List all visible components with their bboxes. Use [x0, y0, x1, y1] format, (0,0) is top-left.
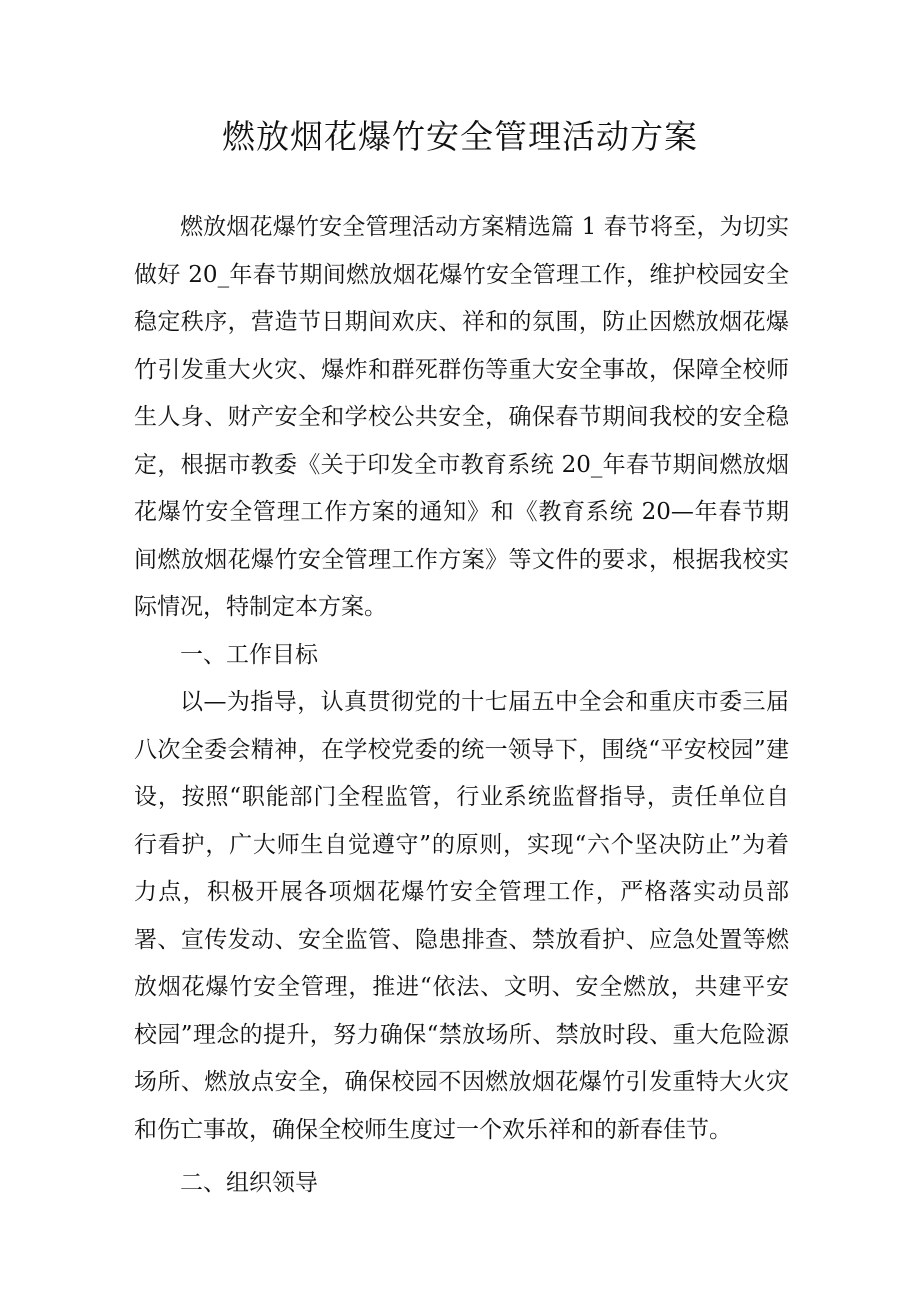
intro-paragraph: 燃放烟花爆竹安全管理活动方案精选篇 1 春节将至，为切实做好 20_年春节期间燃放烟花爆竹安全管理工作，维护校园安全稳定秩序，营造节日期间欢庆、祥和的氛围，防止因燃放烟花爆竹引发重大火灾、爆炸和群死群伤等重大安全事故，保障全校师生人身、财产安全和学校公共安全，确保春节期间我校的安全稳定，根据市教委《关于印发全市教育系统 20_年春节期间燃放烟花爆竹安全管理工作方案的通知》和《教育系统 20—年春节期间燃放烟花爆竹安全管理工作方案》等文件的要求，根据我校实际情况，特制定本方案。 [134, 214, 789, 620]
section-heading-organization: 二、组织领导 [180, 1170, 318, 1196]
work-goal-paragraph: 以—为指导，认真贯彻党的十七届五中全会和重庆市委三届八次全委会精神，在学校党委的统一领导下，围绕“平安校园”建设，按照“职能部门全程监管，行业系统监督指导，责任单位自行看护，广大师生自觉遵守”的原则，实现“六个坚决防止”为着力点，积极开展各项烟花爆竹安全管理工作，严格落实动员部署、宣传发动、安全监管、隐患排查、禁放看护、应急处置等燃放烟花爆竹安全管理，推进“依法、文明、安全燃放，共建平安校园”理念的提升，努力确保“禁放场所、禁放时段、重大危险源场所、燃放点安全，确保校园不因燃放烟花爆竹引发重特大火灾和伤亡事故，确保全校师生度过一个欢乐祥和的新春佳节。 [134, 689, 789, 1143]
document-title: 燃放烟花爆竹安全管理活动方案 [222, 117, 698, 156]
document-body [134, 204, 789, 1208]
section-heading-work-goal: 一、工作目标 [180, 641, 318, 668]
